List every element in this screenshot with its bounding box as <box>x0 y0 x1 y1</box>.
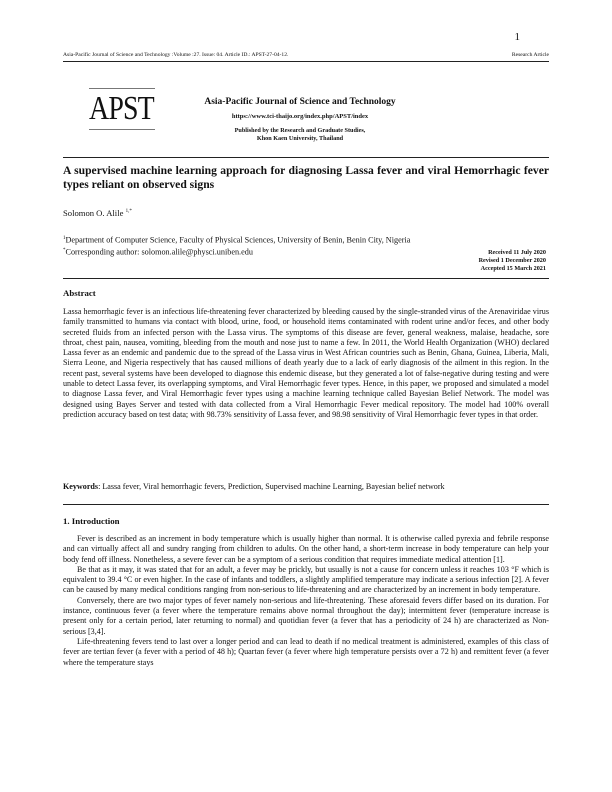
paragraph: Life-threatening fevers tend to last over a longer period and can lead to death if no medical treatment is administered, examples of this class of fever are tertian fever (a fever with a period of 48 h); Quartan fever (a fever where high temperature persists over a 72 h) and remittent fever (a fever where the temperature stays <box>63 636 549 667</box>
journal-url[interactable]: https://www.tci-thaijo.org/index.php/APST/index <box>231 113 369 120</box>
journal-publisher <box>160 127 440 143</box>
author <box>63 208 132 218</box>
paragraph: Fever is described as an increment in body temperature which is usually higher than normal. It is otherwise called pyrexia and febrile response and can virtually affect all and sundry ranging from children to adults. On the other hand, a short-term increase in body temperature can help your body fend off illness. Nonetheless, a severe fever can be a symptom of a serious condition that requires immediate medical attention [1]. <box>63 534 549 564</box>
article-title: A supervised machine learning approach for diagnosing Lassa fever and viral Hemorrhagic fever types reliant on observed signs <box>63 164 549 191</box>
running-header-left: Asia-Pacific Journal of Science and Technology :Volume :27. Issue: 04. Article ID.: APST-27-04-12. <box>63 52 289 58</box>
journal-logo <box>89 88 155 130</box>
journal-title: Asia-Pacific Journal of Science and Technology <box>204 97 396 107</box>
keywords <box>63 482 549 492</box>
abstract-heading: Abstract <box>63 288 96 298</box>
author-sup: 1,* <box>125 209 132 215</box>
corresponding-author[interactable]: Corresponding author: solomon.alile@physci.uniben.edu <box>65 247 253 257</box>
logo-text: APST <box>89 90 154 127</box>
keywords-text: : Lassa fever, Viral hemorrhagic fevers, Prediction, Supervised machine Learning, Bayesian belief network <box>98 482 445 491</box>
abstract-text <box>63 307 549 420</box>
revised-date: Revised 1 December 2020 <box>478 257 546 264</box>
divider <box>63 504 549 505</box>
affiliation-text: Department of Computer Science, Faculty of Physical Sciences, University of Benin, Benin City, Nigeria <box>65 235 411 245</box>
received-date: Received 11 July 2020 <box>488 249 546 256</box>
accepted-date: Accepted 15 March 2021 <box>480 265 546 272</box>
publisher-line: Khon Kaen University, Thailand <box>256 135 344 142</box>
affiliation <box>63 234 410 258</box>
running-header <box>63 52 549 62</box>
running-header-right: Research Article <box>511 52 549 58</box>
introduction-heading: 1. Introduction <box>63 516 120 526</box>
affiliation-sup: 1 <box>63 236 66 241</box>
abstract-paragraph: Lassa hemorrhagic fever is an infectious life-threatening fever characterized by bleeding caused by the single-stranded virus of the Arenaviridae virus family transmitted to humans via contact with blood, urine, food, or household items contaminated with rodent urine and/or feces, and other body secreted fluids from an infected person with the Lassa virus. The symptoms of this disease are fever, general weakness, malaise, headache, sore throat, chest pain, nausea, vomiting, bleeding from the mouth and nose just to name a few. In 2011, the World Health Organization (WHO) declared Lassa fever as an endemic and pandemic due to the spread of the Lassa virus in West African countries such as Benin, Ghana, Guinea, Liberia, Mali, Sierra Leone, and Nigeria respectively that has caused millions of death yearly due to a lack of early diagnosis of the ailment in this region. In the recent past, several systems have been developed to diagnose this endemic disease, but they generated a lot of false-negative during testing and were unable to detect Lassa fever, its overlapping symptoms, and Viral Hemorrhagic fever types. Hence, in this paper, we proposed and simulated a model to diagnose Lassa fever, and Viral Hemorrhagic fever types using a machine learning technique called Bayesian Belief Network. The model was designed using Bayes Server and tested with data collected from a Viral Hemorrhagic Fever medical repository. The model had 100% overall prediction accuracy based on test data; with 98.73% sensitivity of Lassa fever, and 98.98 sensitivity of Viral Hemorrhagic fever types in that order. <box>63 307 549 419</box>
introduction-text <box>63 534 549 668</box>
divider <box>63 157 549 158</box>
keywords-label: Keywords <box>63 482 99 491</box>
article-dates <box>479 249 546 273</box>
page-number: 1 <box>514 31 520 43</box>
paragraph: Be that as it may, it was stated that for an adult, a fever may be prickly, but usually is not a cause for concern unless it reaches 103 °F which is equivalent to 39.4 °C or even higher. In the case of infants and toddlers, a slightly amplified temperature may indicate a serious infection [2]. A fever can be caused by many medical conditions ranging from non-serious to life-threatening and are characterized by an increment in body temperature. <box>63 564 549 595</box>
author-name: Solomon O. Alile <box>63 208 124 218</box>
corresponding-sup: * <box>63 248 66 254</box>
divider <box>63 278 549 279</box>
paragraph: Conversely, there are two major types of fever namely non-serious and life-threatening. These aforesaid fevers differ based on its duration. For instance, continuous fever (a fever where the temperature remains above normal throughout the day); intermittent fever (temperature increase is present only for a certain period, later returning to normal) and quotidian fever (a fever that has a periodicity of 24 h) are characterized as Non-serious [3,4]. <box>63 595 549 636</box>
publisher-line: Published by the Research and Graduate Studies, <box>234 127 366 134</box>
